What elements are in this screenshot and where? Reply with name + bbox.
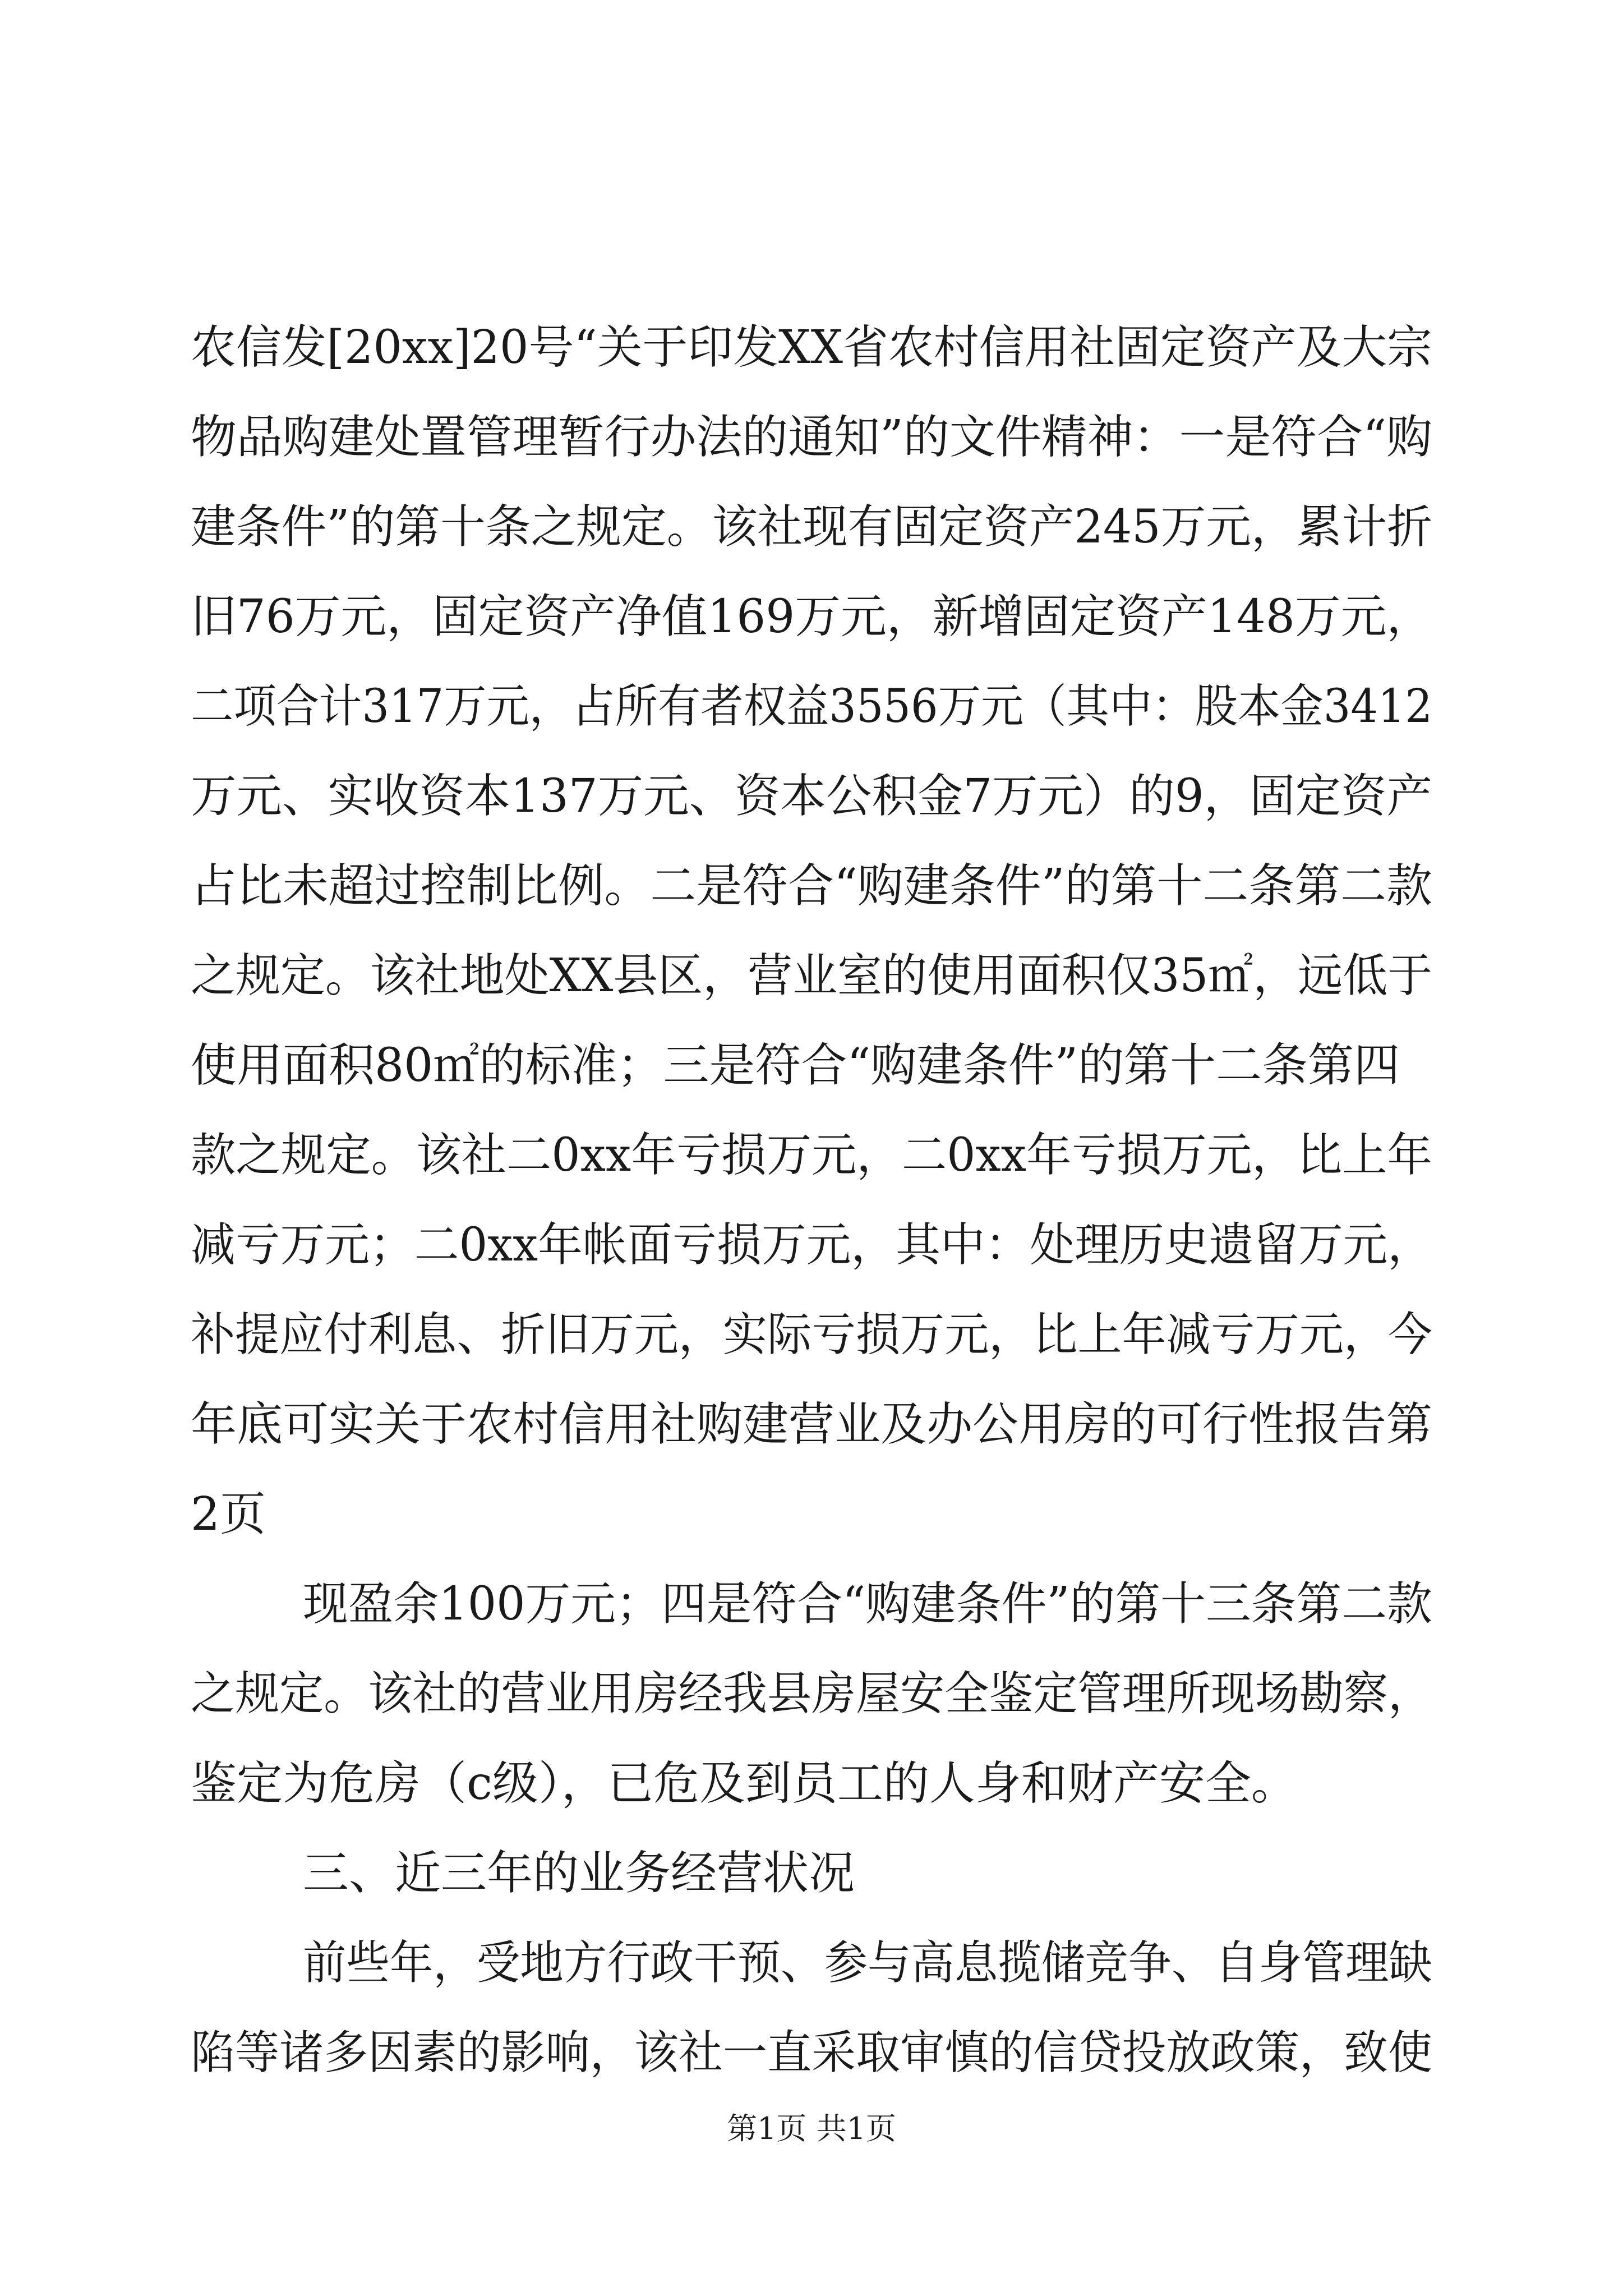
text-line [0,1739,1623,1829]
section-heading [0,1829,1623,1918]
text-line [0,1380,1623,1470]
text-line [0,1111,1623,1200]
text-line [0,1021,1623,1111]
text-line [0,393,1623,482]
line-text: 现盈余100万元；四是符合“购建条件”的第十三条第二款 [303,1577,1432,1631]
line-text: 农信发[20xx]20号“关于印发XX省农村信用社固定资产及大宗 [191,321,1432,374]
line-text: 前些年，受地方行政干预、参与高息揽储竞争、自身管理缺 [303,1936,1432,1990]
line-text: 补提应付利息、折旧万元，实际亏损万元，比上年减亏万元，今 [191,1308,1433,1361]
text-line [0,1559,1623,1649]
line-text: 建条件”的第十条之规定。该社现有固定资产245万元，累计折 [191,500,1433,554]
line-text: 旧76万元，固定资产净值169万元，新增固定资产148万元， [191,590,1433,643]
text-line [0,841,1623,931]
line-text: 减亏万元；二0xx年帐面亏损万元，其中：处理历史遗留万元， [191,1218,1433,1272]
line-text: 物品购建处置管理暂行办法的通知”的文件精神：一是符合“购 [191,411,1433,464]
text-line [0,931,1623,1021]
text-line [0,1290,1623,1380]
text-line [0,1918,1623,2008]
line-text: 二项合计317万元，占所有者权益3556万元（其中：股本金3412 [191,680,1433,733]
text-line [0,1470,1623,1559]
line-text: 陷等诸多因素的影响，该社一直采取审慎的信贷投放政策，致使 [191,2026,1433,2079]
text-line [0,1649,1623,1739]
text-line [0,303,1623,393]
text-line [0,752,1623,841]
text-line [0,1200,1623,1290]
line-text: 2页 [191,1488,266,1541]
page-footer [0,2104,1623,2154]
text-line [0,662,1623,752]
line-text: 万元、实收资本137万元、资本公积金7万元）的9，固定资产 [191,770,1432,823]
text-line [0,2008,1623,2098]
text-line [0,482,1623,572]
line-text: 之规定。该社地处XX县区，营业室的使用面积仅35㎡，远低于 [191,949,1433,1002]
line-text: 使用面积80㎡的标准；三是符合“购建条件”的第十二条第四 [191,1039,1400,1092]
line-text: 之规定。该社的营业用房经我县房屋安全鉴定管理所现场勘察， [191,1667,1433,1720]
line-text: 鉴定为危房（c级），已危及到员工的人身和财产安全。 [191,1757,1297,1810]
line-text: 款之规定。该社二0xx年亏损万元，二0xx年亏损万元，比上年 [191,1129,1432,1182]
line-text: 年底可实关于农村信用社购建营业及办公用房的可行性报告第 [191,1398,1433,1451]
line-text: 三、近三年的业务经营状况 [303,1847,855,1900]
line-text: 占比未超过控制比例。二是符合“购建条件”的第十二条第二款 [191,859,1433,913]
page-number: 第1页 共1页 [727,2111,896,2146]
text-line [0,572,1623,662]
